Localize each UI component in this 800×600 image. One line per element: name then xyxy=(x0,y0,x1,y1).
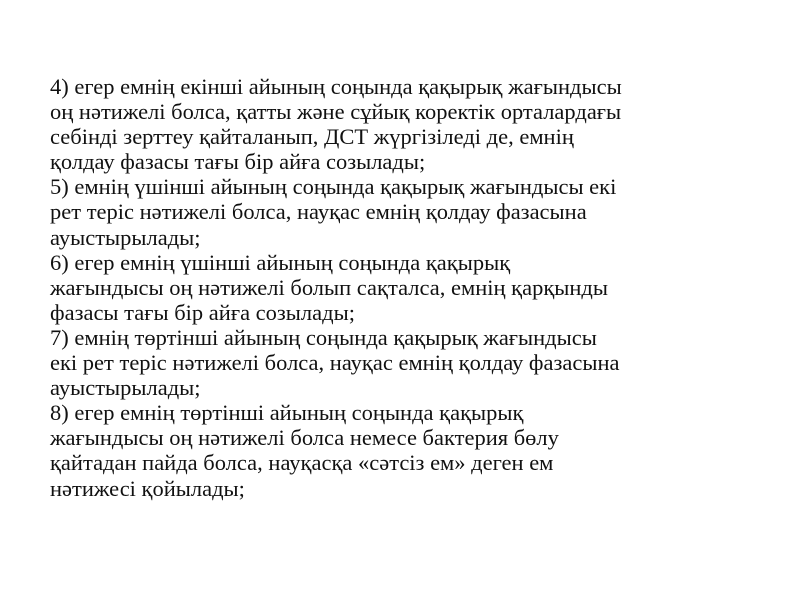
text-line-15: жағындысы оң нәтижелі болса немесе бактерия бөлу xyxy=(50,425,559,451)
text-line-6: рет теріс нәтижелі болса, науқас емнің қолдау фазасына xyxy=(50,199,587,225)
text-line-11: 7) емнің төртінші айының соңында қақырық жағындысы xyxy=(50,324,597,350)
text-line-17: нәтижесі қойылады; xyxy=(50,475,245,501)
text-line-3: себінді зерттеу қайталанып, ДСТ жүргізіледі де, емнің xyxy=(50,124,574,150)
text-line-13: ауыстырылады; xyxy=(50,375,201,401)
text-line-5: 5) емнің үшінші айының соңында қақырық жағындысы екі xyxy=(50,174,617,200)
text-line-1: 4) егер емнің екінші айының соңында қақырық жағындысы xyxy=(50,74,622,99)
text-line-16: қайтадан пайда болса, науқасқа «сәтсіз ем» деген ем xyxy=(50,450,554,476)
text-line-8: 6) егер емнің үшінші айының соңында қақырық xyxy=(50,249,511,275)
slide-text-block xyxy=(50,74,770,501)
text-line-12: екі рет теріс нәтижелі болса, науқас емнің қолдау фазасына xyxy=(50,350,620,376)
text-line-4: қолдау фазасы тағы бір айға созылады; xyxy=(50,149,426,175)
text-line-2: оң нәтижелі болса, қатты және сұйық коректік орталардағы xyxy=(50,99,622,125)
text-line-10: фазасы тағы бір айға созылады; xyxy=(50,299,355,325)
text-line-14: 8) егер емнің төртінші айының соңында қақырық xyxy=(50,400,524,426)
text-line-9: жағындысы оң нәтижелі болып сақталса, емнің қарқынды xyxy=(50,274,608,300)
text-line-7: ауыстырылады; xyxy=(50,224,201,250)
